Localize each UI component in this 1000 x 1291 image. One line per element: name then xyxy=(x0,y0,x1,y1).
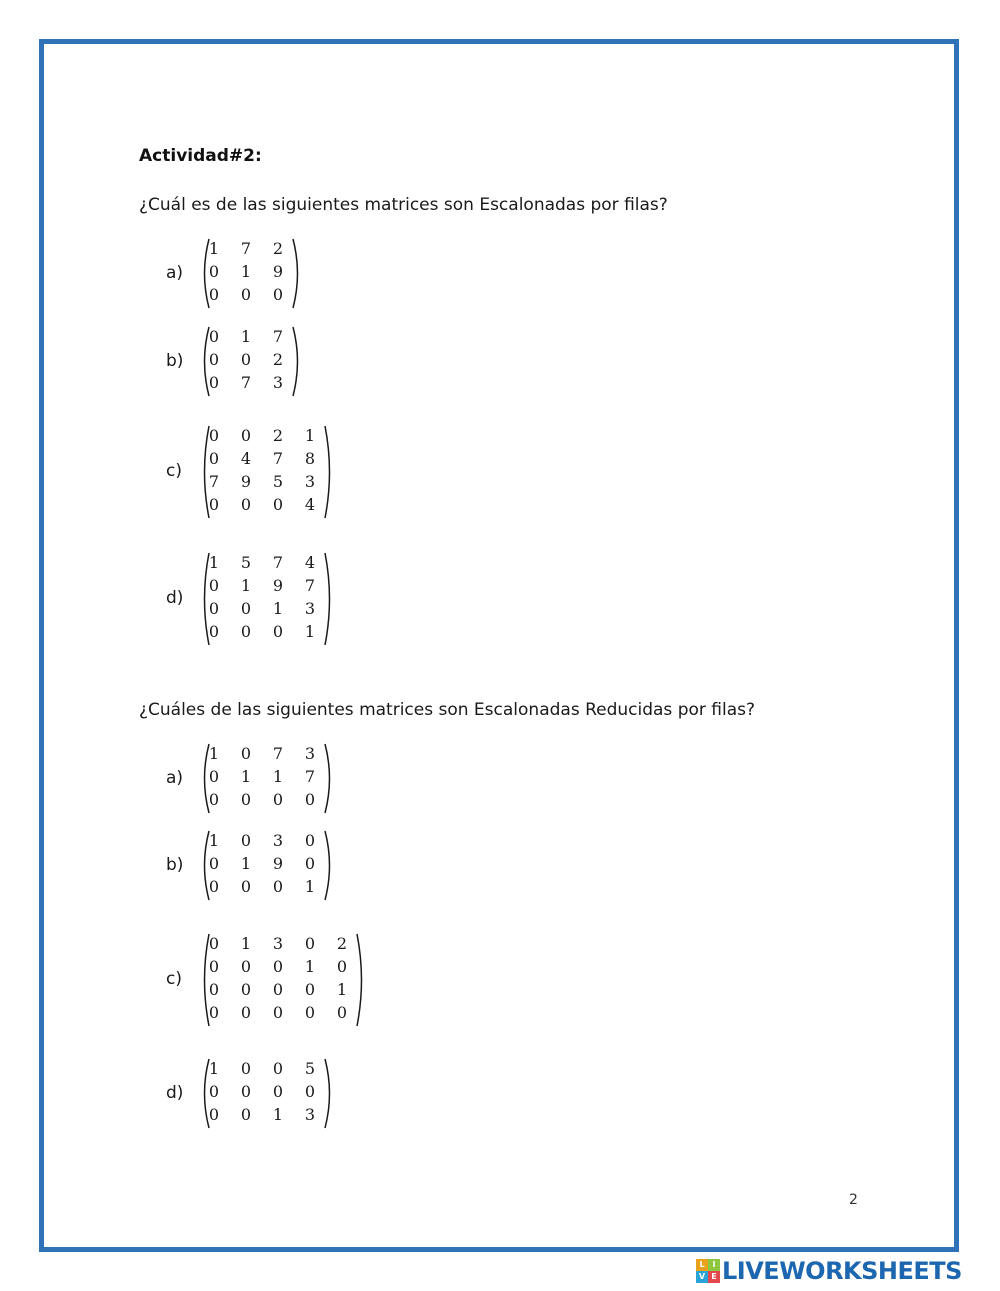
matrix-cell: 0 xyxy=(208,1003,220,1022)
matrix-cell: 3 xyxy=(272,934,284,953)
matrix-cell: 8 xyxy=(304,449,316,468)
matrix-cell: 0 xyxy=(208,327,220,346)
matrix-cell: 0 xyxy=(208,599,220,618)
matrix-cell: 0 xyxy=(304,934,316,953)
matrix-cell: 0 xyxy=(272,957,284,976)
matrix-cell: 7 xyxy=(272,553,284,572)
matrix-cell: 7 xyxy=(304,576,316,595)
matrix-cell: 1 xyxy=(208,831,220,850)
matrix-cell: 0 xyxy=(304,1003,316,1022)
matrix-cell: 0 xyxy=(208,934,220,953)
matrix-cell: 1 xyxy=(240,767,252,786)
matrix-cell: 0 xyxy=(240,831,252,850)
matrix-cell: 3 xyxy=(304,744,316,763)
matrix-right-paren xyxy=(322,830,336,901)
matrix-cell: 0 xyxy=(240,744,252,763)
matrix-cell: 7 xyxy=(272,744,284,763)
matrix-cell: 0 xyxy=(272,495,284,514)
matrix-cell: 0 xyxy=(240,1105,252,1124)
option-label: a) xyxy=(166,262,184,283)
matrix-cell: 0 xyxy=(208,957,220,976)
matrix-cell: 0 xyxy=(336,957,348,976)
matrix-cell: 0 xyxy=(272,980,284,999)
matrix-cell: 0 xyxy=(240,1059,252,1078)
option-label: b) xyxy=(166,350,184,371)
matrix-cell: 0 xyxy=(208,449,220,468)
matrix-cell: 0 xyxy=(208,767,220,786)
matrix-cell: 3 xyxy=(272,831,284,850)
matrix xyxy=(198,933,370,1027)
matrix-cell: 3 xyxy=(304,1105,316,1124)
page-frame xyxy=(39,39,959,1252)
matrix-cell: 0 xyxy=(304,980,316,999)
matrix-right-paren xyxy=(322,425,336,519)
logo-tile: I xyxy=(708,1259,720,1271)
matrix-cell: 1 xyxy=(240,854,252,873)
matrix-cell: 0 xyxy=(272,285,284,304)
matrix-cell: 0 xyxy=(240,1082,252,1101)
logo-tile: E xyxy=(708,1271,720,1283)
matrix-cell: 1 xyxy=(240,576,252,595)
matrix-cell: 0 xyxy=(208,262,220,281)
matrix-cell: 1 xyxy=(208,239,220,258)
matrix-cell: 0 xyxy=(304,790,316,809)
matrix-cell: 1 xyxy=(272,767,284,786)
matrix-cell: 0 xyxy=(272,877,284,896)
matrix-cell: 9 xyxy=(272,262,284,281)
option-label: c) xyxy=(166,461,182,481)
option-label: b) xyxy=(166,854,184,875)
matrix-cell: 1 xyxy=(272,1105,284,1124)
matrix-cell: 0 xyxy=(272,1082,284,1101)
matrix-cell: 3 xyxy=(304,599,316,618)
matrix-cell: 1 xyxy=(304,622,316,641)
matrix-cell: 0 xyxy=(272,1059,284,1078)
matrix-cell: 0 xyxy=(208,350,220,369)
matrix-cell: 1 xyxy=(240,262,252,281)
matrix-cell: 5 xyxy=(272,472,284,491)
liveworksheets-brand xyxy=(696,1256,962,1286)
matrix-right-paren xyxy=(290,326,304,397)
matrix-cell: 0 xyxy=(240,599,252,618)
matrix-cell: 0 xyxy=(208,1105,220,1124)
matrix-cell: 0 xyxy=(208,426,220,445)
matrix-cell: 4 xyxy=(304,553,316,572)
matrix xyxy=(198,238,306,309)
matrix-cell: 7 xyxy=(208,472,220,491)
matrix-cell: 0 xyxy=(240,350,252,369)
matrix-cell: 9 xyxy=(240,472,252,491)
page-number: 2 xyxy=(849,1192,858,1208)
matrix-cell: 0 xyxy=(208,980,220,999)
matrix-cell: 7 xyxy=(240,239,252,258)
matrix-cell: 2 xyxy=(272,239,284,258)
matrix-cell: 5 xyxy=(304,1059,316,1078)
matrix-cell: 1 xyxy=(304,426,316,445)
question-1-text: ¿Cuál es de las siguientes matrices son Escalonadas por filas? xyxy=(139,195,668,215)
question-2-text: ¿Cuáles de las siguientes matrices son Escalonadas Reducidas por filas? xyxy=(139,700,756,720)
matrix-right-paren xyxy=(322,1058,336,1129)
matrix-cell: 2 xyxy=(336,934,348,953)
matrix-right-paren xyxy=(354,933,368,1027)
matrix xyxy=(198,830,338,901)
matrix-cell: 0 xyxy=(208,877,220,896)
matrix-cell: 1 xyxy=(208,744,220,763)
matrix-cell: 9 xyxy=(272,576,284,595)
matrix-cell: 0 xyxy=(304,1082,316,1101)
matrix-cell: 1 xyxy=(240,934,252,953)
option-label: a) xyxy=(166,767,184,788)
matrix-cell: 1 xyxy=(336,980,348,999)
matrix-right-paren xyxy=(290,238,304,309)
matrix-cell: 0 xyxy=(208,622,220,641)
matrix-cell: 1 xyxy=(240,327,252,346)
logo-tile: V xyxy=(696,1271,708,1283)
matrix-cell: 7 xyxy=(272,449,284,468)
matrix-cell: 0 xyxy=(208,373,220,392)
matrix-cell: 0 xyxy=(208,854,220,873)
matrix xyxy=(198,326,306,397)
matrix-cell: 0 xyxy=(208,576,220,595)
matrix-cell: 0 xyxy=(208,285,220,304)
matrix-cell: 7 xyxy=(272,327,284,346)
matrix-cell: 1 xyxy=(208,553,220,572)
option-label: d) xyxy=(166,588,184,608)
matrix-cell: 0 xyxy=(240,285,252,304)
matrix-right-paren xyxy=(322,552,336,646)
matrix-cell: 3 xyxy=(272,373,284,392)
activity-heading: Actividad#2: xyxy=(139,146,262,166)
matrix-cell: 0 xyxy=(272,622,284,641)
option-label: c) xyxy=(166,969,182,989)
matrix-cell: 0 xyxy=(304,854,316,873)
matrix-cell: 0 xyxy=(240,495,252,514)
matrix-cell: 1 xyxy=(304,877,316,896)
liveworksheets-logo-icon xyxy=(696,1259,720,1283)
matrix-cell: 0 xyxy=(336,1003,348,1022)
matrix-cell: 0 xyxy=(240,426,252,445)
matrix xyxy=(198,1058,338,1129)
matrix-cell: 0 xyxy=(208,1082,220,1101)
matrix-cell: 3 xyxy=(304,472,316,491)
matrix-cell: 1 xyxy=(208,1059,220,1078)
matrix-cell: 0 xyxy=(240,980,252,999)
matrix-cell: 0 xyxy=(272,790,284,809)
matrix-cell: 2 xyxy=(272,350,284,369)
logo-tile: L xyxy=(696,1259,708,1271)
matrix-cell: 9 xyxy=(272,854,284,873)
matrix-cell: 1 xyxy=(304,957,316,976)
matrix-cell: 7 xyxy=(240,373,252,392)
matrix xyxy=(198,425,338,519)
matrix-cell: 4 xyxy=(240,449,252,468)
matrix-cell: 0 xyxy=(240,1003,252,1022)
matrix-cell: 5 xyxy=(240,553,252,572)
matrix xyxy=(198,743,338,814)
matrix-cell: 1 xyxy=(272,599,284,618)
matrix-right-paren xyxy=(322,743,336,814)
matrix xyxy=(198,552,338,646)
matrix-cell: 0 xyxy=(208,790,220,809)
matrix-cell: 0 xyxy=(272,1003,284,1022)
matrix-cell: 0 xyxy=(240,957,252,976)
matrix-cell: 0 xyxy=(240,790,252,809)
matrix-cell: 0 xyxy=(304,831,316,850)
matrix-cell: 0 xyxy=(208,495,220,514)
matrix-cell: 4 xyxy=(304,495,316,514)
matrix-cell: 2 xyxy=(272,426,284,445)
matrix-cell: 0 xyxy=(240,877,252,896)
matrix-cell: 7 xyxy=(304,767,316,786)
option-label: d) xyxy=(166,1082,184,1103)
brand-name: LIVEWORKSHEETS xyxy=(722,1257,962,1285)
matrix-cell: 0 xyxy=(240,622,252,641)
